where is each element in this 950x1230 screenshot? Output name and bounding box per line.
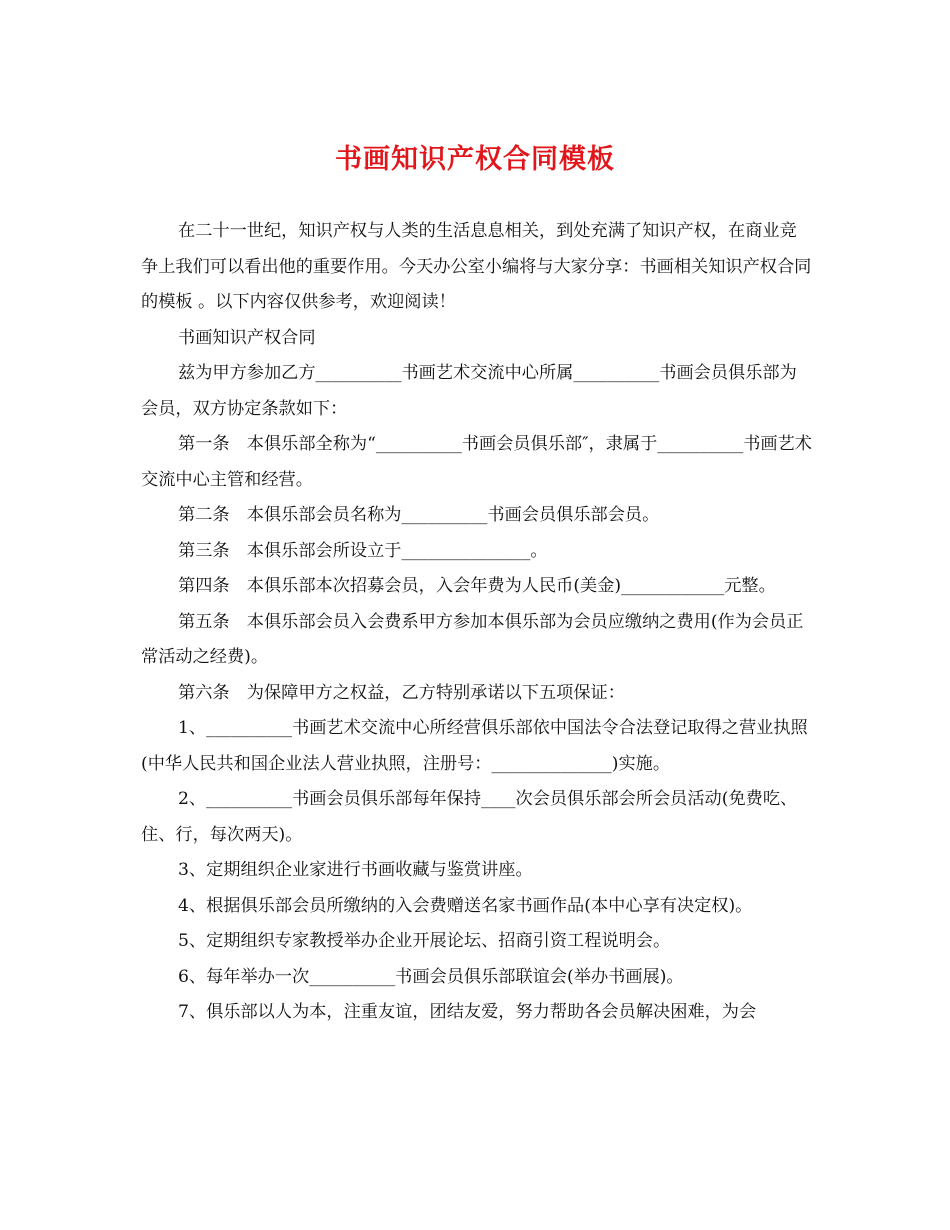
list-item-3: 3、定期组织企业家进行书画收藏与鉴赏讲座。 — [178, 860, 533, 880]
list-item-1: 1、__________书画艺术交流中心所经营俱乐部依中国法令合法登记取得之营业执照(中华人民共和国企业法人营业执照，注册号：______________)实施。 — [141, 718, 808, 774]
list-item-6: 6、每年举办一次__________书画会员俱乐部联谊会(举办书画展)。 — [178, 966, 684, 987]
paragraph-article-6: 第六条 为保障甲方之权益，乙方特别承诺以下五项保证： — [178, 682, 625, 703]
list-item-7: 7、俱乐部以人为本，注重友谊，团结友爱，努力帮助各会员解决困难，为会 — [178, 1002, 757, 1022]
paragraph-article-1: 第一条 本俱乐部全称为“__________书画会员俱乐部″，隶属于__________书画艺术交流中心主管和经营。 — [141, 434, 812, 490]
paragraph-contract-heading: 书画知识产权合同 — [178, 327, 316, 348]
paragraph-preamble: 兹为甲方参加乙方__________书画艺术交流中心所属__________书画会员俱乐部为会员，双方协定条款如下： — [141, 363, 797, 419]
document-body — [141, 214, 813, 1031]
document-title: 书画知识产权合同模板 — [335, 144, 615, 175]
list-item-2: 2、__________书画会员俱乐部每年保持____次会员俱乐部会所会员活动(免费吃、住、行，每次两天)。 — [141, 789, 798, 845]
paragraph-article-5: 第五条 本俱乐部会员入会费系甲方参加本俱乐部为会员应缴纳之费用(作为会员正常活动之经费)。 — [141, 611, 804, 667]
paragraph-article-3: 第三条 本俱乐部会所设立于_______________。 — [178, 540, 548, 561]
list-item-5: 5、定期组织专家教授举办企业开展论坛、招商引资工程说明会。 — [178, 931, 671, 951]
list-item-4: 4、根据俱乐部会员所缴纳的入会费赠送名家书画作品(本中心享有决定权)。 — [178, 895, 753, 916]
paragraph-intro: 在二十一世纪，知识产权与人类的生活息息相关，到处充满了知识产权，在商业竞争上我们可以看出他的重要作用。今天办公室小编将与大家分享：书画相关知识产权合同的模板 。以下内容仅供参考，欢迎阅读！ — [141, 221, 812, 312]
paragraph-article-4: 第四条 本俱乐部本次招募会员，入会年费为人民币(美金)____________元整。 — [178, 576, 776, 596]
paragraph-article-2: 第二条 本俱乐部会员名称为__________书画会员俱乐部会员。 — [178, 505, 660, 525]
